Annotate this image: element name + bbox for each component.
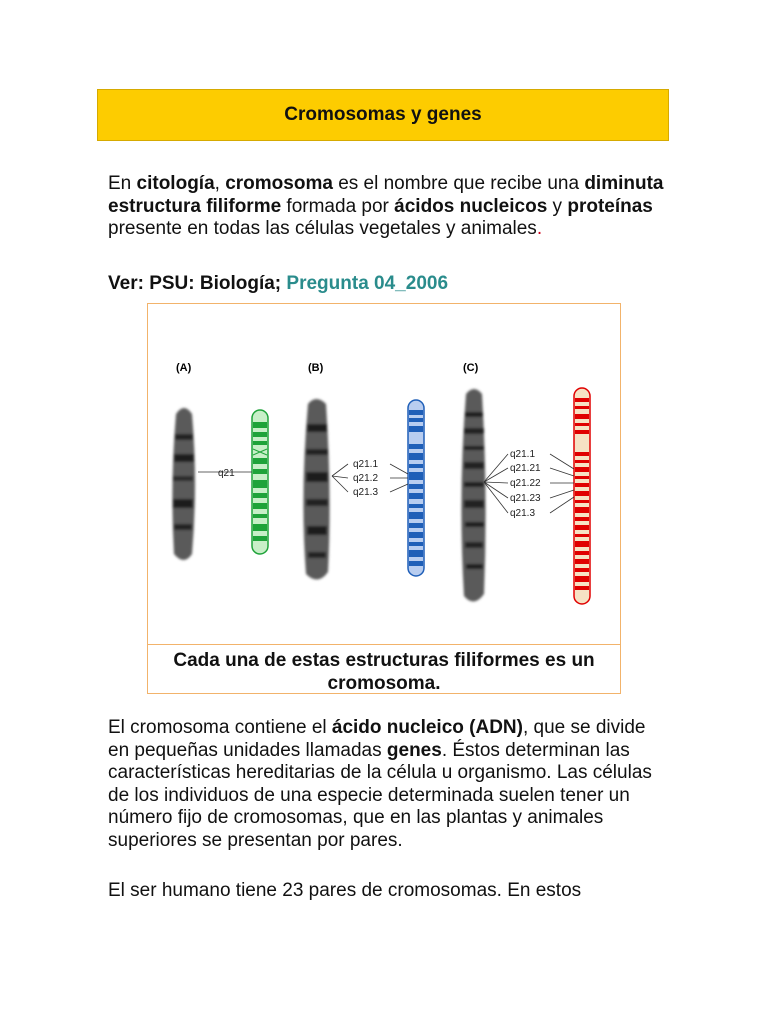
term-acidos: ácidos nucleicos [394, 195, 548, 217]
label-a-q21: q21 [218, 468, 235, 479]
term-proteinas: proteínas [567, 195, 653, 217]
micrograph-c [461, 389, 485, 602]
label-c-4: q21.23 [510, 493, 541, 504]
panel-label-a: (A) [176, 362, 192, 374]
pairs-paragraph: El ser humano tiene 23 pares de cromosomas. En estos [108, 880, 582, 901]
intro-text-4: formada por [281, 195, 395, 217]
term-cromosoma: cromosoma [225, 173, 333, 194]
ideogram-c [574, 388, 590, 604]
adn-paragraph [108, 717, 668, 852]
label-c-5: q21.3 [510, 508, 536, 519]
term-citologia: citología [136, 173, 215, 194]
label-c-1: q21.1 [510, 449, 536, 460]
label-c-2: q21.21 [510, 463, 541, 474]
section-title-banner [97, 89, 669, 141]
label-b-1: q21.1 [353, 459, 379, 470]
label-b-3: q21.3 [353, 487, 379, 498]
term-adn: ácido nucleico (ADN) [331, 717, 523, 738]
term-genes: genes [386, 739, 442, 761]
intro-text-5: y [547, 195, 568, 217]
intro-text-3: es el nombre que recibe una [332, 173, 585, 194]
p2-text-2: , que se divide en pequeñas unidades llamadas [108, 717, 646, 761]
see-also-line [108, 273, 448, 295]
label-c-3: q21.22 [510, 478, 541, 489]
intro-paragraph [108, 173, 668, 241]
ideogram-b [408, 400, 424, 576]
chromosome-figure [147, 303, 621, 694]
intro-text-2: , [214, 173, 226, 194]
see-also-prefix: Ver: PSU: Biología; [108, 273, 287, 294]
chromosome-illustration [148, 304, 620, 644]
micrograph-a [172, 408, 195, 560]
figure-caption: Cada una de estas estructuras filiformes es un cromosoma. [148, 644, 620, 694]
label-b-2: q21.2 [353, 473, 379, 484]
p2-text-3: . Éstos determinan las características hereditarias de la célula u organismo. Las células de los individuos de una especie determinada suelen tener un número fijo de cromosomas, que en las plantas y animales superiores se presentan por pares. [108, 739, 652, 851]
term-estructura: diminuta estructura filiforme [108, 173, 664, 217]
intro-period: . [536, 218, 543, 239]
intro-text-6: presente en todas las células vegetales y animales [108, 218, 537, 239]
micrograph-b [303, 399, 329, 580]
section-title: Cromosomas y genes [284, 104, 482, 125]
panel-label-b: (B) [308, 362, 324, 374]
panel-label-c: (C) [463, 362, 479, 374]
intro-text-1: En [108, 173, 137, 194]
ideogram-a [252, 410, 268, 554]
pregunta-link[interactable]: Pregunta 04_2006 [286, 273, 449, 294]
p2-text-1: El cromosoma contiene el [108, 717, 332, 738]
